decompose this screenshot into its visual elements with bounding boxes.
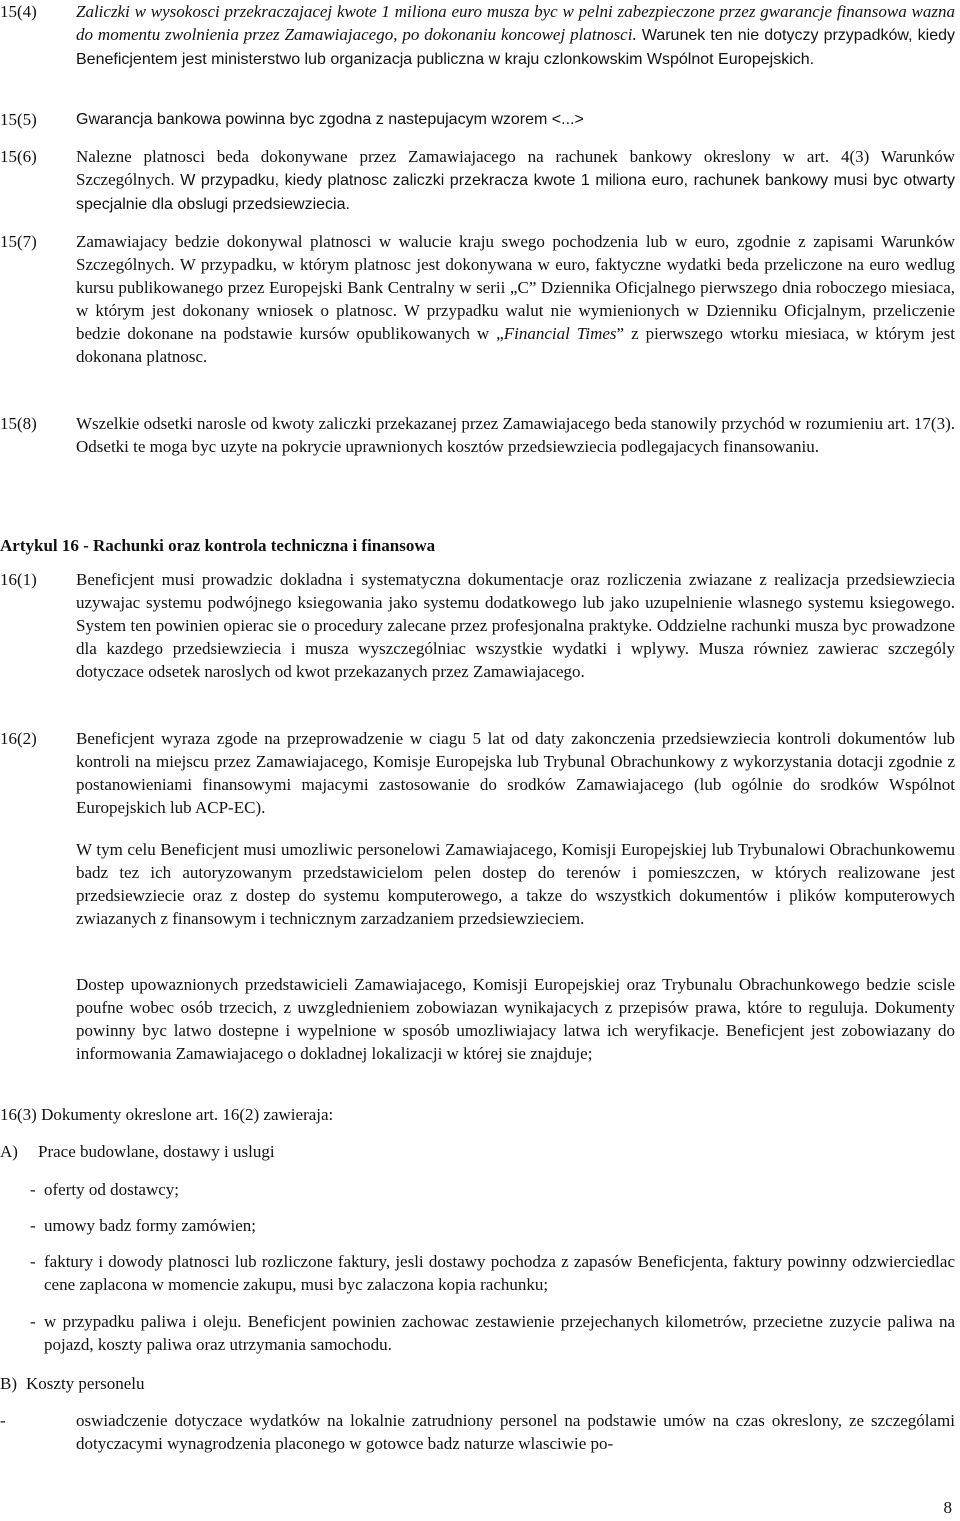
paragraph-number: 15(4) xyxy=(0,2,37,21)
list-dash: - xyxy=(30,1312,36,1331)
paragraph-number: 16(1) xyxy=(0,570,37,589)
paragraph-text-italic: Zaliczki w wysokosci przekraczajacej kwote 1 miliona euro musza byc w pelni zabezpieczone przez gwarancje finansowa wazna do momentu zwolnienia przez Zamawiajacego, po dokonaniu koncowej platnosci. xyxy=(76,2,955,44)
list-item-text: oswiadczenie dotyczace wydatków na lokalnie zatrudniony personel na podstawie umów na czas okreslony, ze szczególami dotyczacymi wynagrodzenia placonego w gotowce badz naturze wlasciwie po- xyxy=(76,1411,955,1453)
paragraph-text-sans: W przypadku, kiedy platnosc zaliczki przekracza kwote 1 miliona euro, rachunek bankowy musi byc otwarty specjalnie dla obslugi przedsiewziecia. xyxy=(76,172,955,213)
paragraph-text-c: W przypadku walut nie wymienionych w Dzienniku Oficjalnym, przeliczenie bedzie dokonane na podstawie kursów opublikowanych w „ xyxy=(76,301,955,343)
list-item xyxy=(0,1409,955,1455)
paragraph-number: 15(8) xyxy=(0,414,37,433)
list-dash: - xyxy=(30,1252,36,1271)
list-b-label: B) xyxy=(0,1374,17,1393)
paragraph-text: Gwarancja bankowa powinna byc zgodna z nastepujacym wzorem <...> xyxy=(76,111,584,128)
list-item xyxy=(30,1214,955,1237)
list-dash: - xyxy=(30,1180,36,1199)
paragraph-16-2-second: W tym celu Beneficjent musi umozliwic personelowi Zamawiajacego, Komisji Europejskiej lub Trybunalowi Obrachunkowemu badz tez ich autoryzowanym przedstawicielom pelen dostep do terenów i pomieszczen, w których realizowane jest przedsiewziecie oraz z dostep do systemu komputerowego, a takze do wszystkich dokumentów i plików komputerowych zwiazanych z finansowym i technicznym zarzadzaniem przedsiewzieciem. xyxy=(76,840,955,928)
paragraph-text: Nalezne platnosci beda dokonywane przez Zamawiajacego na rachunek bankowy okreslony w art. 4(3) Warunków Szczególnych. xyxy=(76,147,955,189)
paragraph-15-8 xyxy=(0,412,955,458)
list-b-title: Koszty personelu xyxy=(26,1374,145,1393)
page-number: 8 xyxy=(943,1498,952,1517)
paragraph-15-5 xyxy=(0,108,955,131)
paragraph-text: Wszelkie odsetki narosle od kwoty zaliczki przekazanej przez Zamawiajacego beda stanowily przychód w rozumieniu art. 17(3). Odsetki te moga byc uzyte na pokrycie uprawnionych kosztów przedsiewziecia podlegajacych finansowaniu. xyxy=(76,414,955,456)
list-item xyxy=(30,1310,955,1356)
list-a-label: A) xyxy=(0,1142,18,1161)
list-item xyxy=(30,1250,955,1296)
paragraph-16-2-third: Dostep upowaznionych przedstawicieli Zamawiajacego, Komisji Europejskiej oraz Trybunalu Obrachunkowego bedzie scisle poufne wobec osób trzecich, z uwzglednieniem zobowiazan wynikajacych z przepisów prawa, które to reguluja. Dokumenty powinny byc latwo dostepne i wypelnione w sposób umozliwiajacy latwa ich weryfikacje. Beneficjent jest zobowiazany do informowania Zamawiajacego o dokladnej lokalizacji w której sie znajduje; xyxy=(76,975,955,1063)
paragraph-text: Beneficjent musi prowadzic dokladna i systematyczna dokumentacje oraz rozliczenia zwiazane z realizacja przedsiewziecia uzywajac systemu podwójnego ksiegowania jako systemu dodatkowego lub jako uzupelnienie wlasnego systemu ksiegowego. System ten powinien opierac sie o procedury zalecane przez profesjonalna praktyke. Oddzielne rachunki musza byc prowadzone dla kazdego przedsiewziecia i musza wyszczególniac wszystkie wydatki i wplywy. Musza równiez zawierac szczególy dotyczace odsetek naroslych od kwot przekazanych przez Zamawiajacego. xyxy=(76,570,955,681)
paragraph-number: 15(5) xyxy=(0,110,37,129)
list-item-text: faktury i dowody platnosci lub rozliczone faktury, jesli dostawy pochodza z zapasów Beneficjenta, faktury powinny odzwierciedlac cene zaplacona w momencie zakupu, musi byc zalaczona kopia rachunku; xyxy=(44,1252,955,1294)
list-item-text: w przypadku paliwa i oleju. Beneficjent powinien zachowac zestawienie przejechanych kilometrów, przecietne zuzycie paliwa na pojazd, koszty paliwa oraz utrzymania samochodu. xyxy=(44,1312,955,1354)
paragraph-text: Zamawiajacy bedzie dokonywal platnosci w walucie kraju swego pochodzenia lub w euro, zgodnie z zapisami Warunków Szczególnych. xyxy=(76,232,955,274)
paragraph-number: 15(7) xyxy=(0,232,37,251)
paragraph-text-sans: Warunek ten nie dotyczy przypadków, kiedy Beneficjentem jest ministerstwo lub organizacja publiczna w kraju czlonkowskim Wspólnot Europejskich. xyxy=(76,27,955,68)
paragraph-15-6 xyxy=(0,145,955,216)
paragraph-text-b: W przypadku, w którym platnosc jest dokonywana w euro, faktyczne wydatki beda przeliczone na euro wedlug kursu publikowanego przez Europejski Bank Centralny w serii „C” Dziennika Oficjalnego pierwszego dnia roboczego miesiaca, w którym jest dokonany wniosek o platnosc. xyxy=(76,255,955,320)
article-16-heading: Artykul 16 - Rachunki oraz kontrola techniczna i finansowa xyxy=(0,536,436,555)
list-a-title: Prace budowlane, dostawy i uslugi xyxy=(38,1142,275,1161)
paragraph-text: Beneficjent wyraza zgode na przeprowadzenie w ciagu 5 lat od daty zakonczenia przedsiewziecia kontroli dokumentów lub kontroli na miejscu przez Zamawiajacego, Komisje Europejska lub Trybunal Obrachunkowy z wykorzystania dotacji zgodnie z postanowieniami finansowymi majacymi zastosowanie do srodków Zamawiajacego (lub ogólnie do srodków Wspólnot Europejskich lub ACP-EC). xyxy=(76,729,955,817)
paragraph-16-2 xyxy=(0,727,955,819)
financial-times-title: Financial Times xyxy=(503,324,617,343)
paragraph-15-4 xyxy=(0,0,955,71)
paragraph-number: 16(2) xyxy=(0,729,37,748)
list-dash: - xyxy=(30,1216,36,1235)
list-dash: - xyxy=(0,1411,6,1430)
paragraph-16-3: 16(3) Dokumenty okreslone art. 16(2) zawieraja: xyxy=(0,1105,334,1124)
paragraph-15-7 xyxy=(0,230,955,368)
paragraph-number: 15(6) xyxy=(0,147,37,166)
paragraph-16-1 xyxy=(0,568,955,683)
list-item-text: oferty od dostawcy; xyxy=(44,1180,180,1199)
list-item-text: umowy badz formy zamówien; xyxy=(44,1216,256,1235)
paragraph-text-d: ” z pierwszego wtorku miesiaca, w którym jest dokonana platnosc. xyxy=(76,324,955,366)
list-item xyxy=(30,1178,955,1201)
